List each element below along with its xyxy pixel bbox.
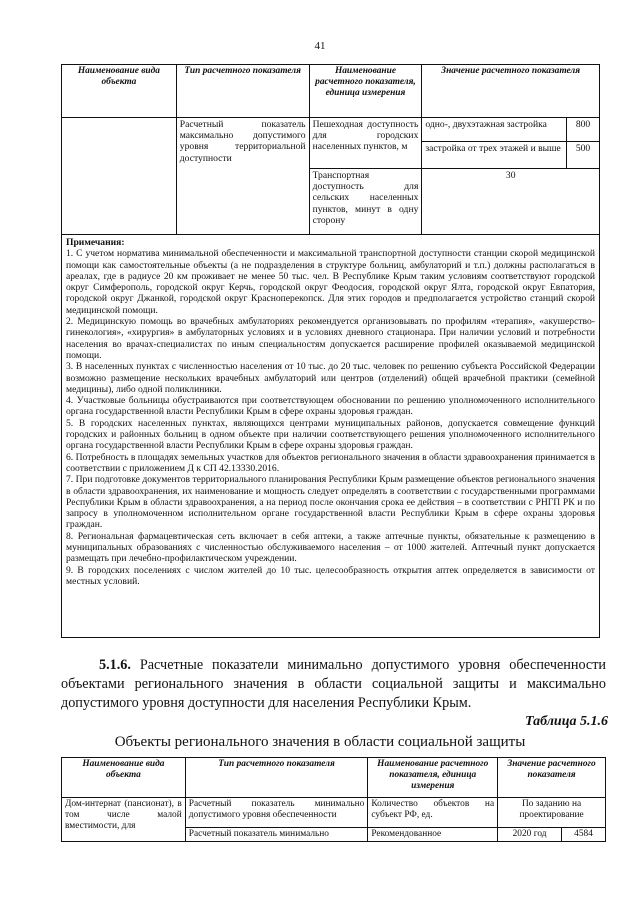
- table-header-row: [62, 758, 606, 798]
- indicator-type-cell: Расчетный показатель максимально допустимого уровня территориальной доступности: [176, 118, 309, 235]
- table-row: [62, 798, 606, 828]
- value-cell: 4584: [562, 828, 606, 842]
- header-object-type: Наименование вида объекта: [62, 65, 177, 118]
- indicator-name-cell: Количество объектов на субъект РФ, ед.: [368, 798, 498, 828]
- year-cell: 2020 год: [498, 828, 562, 842]
- note-item: 4. Участковые больницы обустраиваются при соответствующем обосновании по решению уполномоченного исполнительного органа государственной власти Республики Крым в сфере охраны здоровья граждан.: [66, 395, 595, 418]
- walking-access-cell: Пешеходная доступность для городских населенных пунктов, м: [309, 118, 422, 169]
- table-row: [62, 118, 600, 142]
- indicator-name-cell: Рекомендованное: [368, 828, 498, 842]
- header-indicator-name: Наименование расчетного показателя, единица измерения: [309, 65, 422, 118]
- condition-low-rise: одно-, двухэтажная застройка: [422, 118, 567, 142]
- header-object-type: Наименование вида объекта: [62, 758, 186, 798]
- table-header-row: [62, 65, 600, 118]
- table-caption: Таблица 5.1.6: [525, 714, 608, 729]
- note-item: 8. Региональная фармацевтическая сеть включает в себя аптеки, а также аптечные пункты, обязательные к размещению в муниципальных образованиях с численностью обслуживаемого населения – от 1000 жителей. Аптечный пункт допускается размещать при лечебно-профилактическом учреждении.: [66, 530, 595, 565]
- object-cell: [62, 118, 177, 235]
- note-item: 9. В городских поселениях с числом жителей до 10 тыс. целесообразность открытия аптек определяется в зависимости от местных условий.: [66, 564, 595, 587]
- note-item: 2. Медицинскую помощь во врачебных амбулаториях рекомендуется организовывать по профилям «терапия», «акушерство-гинекология», «хирургия» в амбулаторных условиях и в условиях дневного стационара. При наличии условий и потребности населения во врачах-специалистах по иным специальностям допускается расширение профилей оказываемой медицинской помощи.: [66, 316, 595, 361]
- table-title: Объекты регионального значения в области социальной защиты: [114, 734, 526, 750]
- indicator-type-cell: Расчетный показатель минимально допустимого уровня обеспеченности: [185, 798, 368, 828]
- indicator-type-cell: Расчетный показатель минимально: [185, 828, 368, 842]
- section-number: 5.1.6.: [99, 657, 131, 673]
- note-item: 1. С учетом норматива минимальной обеспеченности и максимальной транспортной доступности станции скорой медицинской помощи как самостоятельные объекты (а не подразделения в структуре больниц, амбулаторий и т.п.) должны располагаться в ареалах, где в радиусе 20 км проживает не менее 50 тыс. чел. В Республике Крым таким условиям соответствуют городской округ Симферополь, городской округ Керчь, городской округ Феодосия, городской округ Ялта, городской округ Евпатория, городской округ Джанкой, городской округ Красноперекопск. Для этих городов и предполагается устройство станций скорой медицинской помощи.: [66, 248, 595, 316]
- facility-indicators-table: [61, 64, 600, 235]
- page-number: 41: [314, 40, 326, 52]
- value-30: 30: [422, 169, 600, 235]
- note-item: 3. В населенных пунктах с численностью населения от 10 тыс. до 20 тыс. человек по решению субъекта Российской Федерации возможно размещение нескольких врачебных амбулаторий или центров (отделений) общей врачебной практики (семейной медицины), либо одной поликлиники.: [66, 361, 595, 395]
- header-indicator-name: Наименование расчетного показателя, единица измерения: [368, 758, 498, 798]
- value-cell: По заданию на проектирование: [498, 798, 606, 828]
- value-800: 800: [567, 118, 600, 142]
- notes-block: [61, 235, 600, 638]
- transport-access-cell: Транспортная доступность для сельских населенных пунктов, минут в одну сторону: [309, 169, 422, 235]
- object-cell: Дом-интернат (пансионат), в том числе малой вместимости, для: [62, 798, 186, 842]
- header-indicator-type: Тип расчетного показателя: [176, 65, 309, 118]
- value-500: 500: [567, 142, 600, 169]
- header-indicator-type: Тип расчетного показателя: [185, 758, 368, 798]
- section-heading: [61, 656, 606, 713]
- notes-title: Примечания:: [66, 237, 125, 248]
- section-text: Расчетные показатели минимально допустимого уровня обеспеченности объектами регионального значения в области социальной защиты и максимально допустимого уровня доступности для населения Республики Крым.: [61, 657, 607, 711]
- note-item: 5. В городских населенных пунктах, являющихся центрами муниципальных районов, допускается совмещение функций городских и районных больниц в одном объекте при наличии соответствующего решения уполномоченного исполнительного органа государственной власти Республики Крым в сфере охраны здоровья граждан.: [66, 417, 595, 452]
- header-indicator-value: Значение расчетного показателя: [498, 758, 606, 798]
- condition-high-rise: застройка от трех этажей и выше: [422, 142, 567, 169]
- social-protection-table: [61, 757, 606, 842]
- note-item: 7. При подготовке документов территориального планирования Республики Крым размещение объектов регионального значения в области здравоохранения, их наименование и мощность следует определять в соответствии с государственными программами Республики Крым в области здравоохранения, а на период после окончания срока ее действия – в соответствии с РНГП РК и по запросу в уполномоченном исполнительном органе государственной власти Республики Крым в сфере охраны здоровья граждан.: [66, 474, 595, 531]
- note-item: 6. Потребность в площадях земельных участков для объектов регионального значения в области здравоохранения принимается в соответствии с приложением Д к СП 42.13330.2016.: [66, 451, 595, 474]
- header-indicator-value: Значение расчетного показателя: [422, 65, 600, 118]
